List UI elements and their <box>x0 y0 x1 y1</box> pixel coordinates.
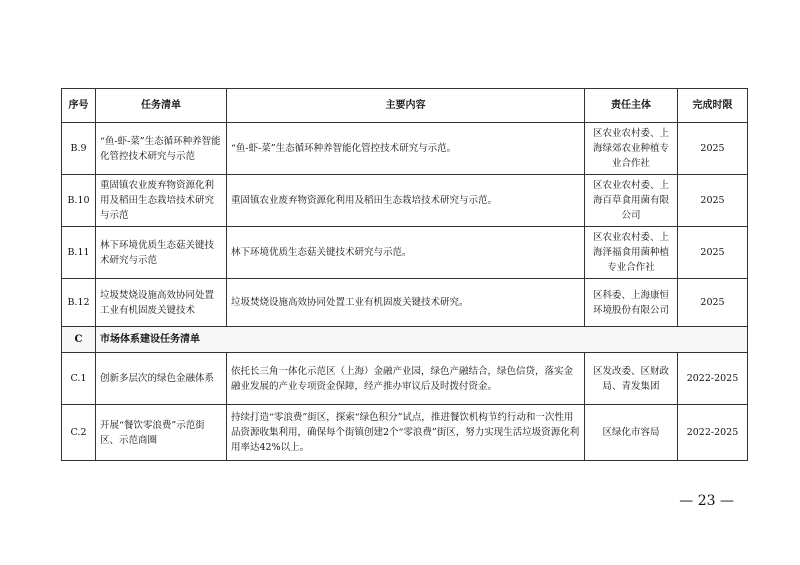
row-num: B.11 <box>62 227 96 279</box>
table-row <box>62 353 748 405</box>
row-content: 垃圾焚烧设施高效协同处置工业有机固废关键技术研究。 <box>227 279 585 327</box>
row-owner: 区科委、上海康恒环境股份有限公司 <box>585 279 678 327</box>
row-task: 林下环境优质生态菇关键技术研究与示范 <box>96 227 227 279</box>
row-owner: 区农业农村委、上海百草食用菌有限公司 <box>585 175 678 227</box>
header-owner: 责任主体 <box>585 89 678 123</box>
row-task: “鱼-虾-菜”生态循环种养智能化管控技术研究与示范 <box>96 123 227 175</box>
row-num: B.9 <box>62 123 96 175</box>
header-task: 任务清单 <box>96 89 227 123</box>
row-content: 持续打造“零浪费”街区，探索“绿色积分”试点，推进餐饮机构节约行动和一次性用品资源收集利用，确保每个街镇创建2个“零浪费”街区，努力实现生活垃圾资源化利用率达42%以上。 <box>227 405 585 461</box>
row-content: 依托长三角一体化示范区（上海）金融产业园，绿色产融结合，绿色信贷，落实金融业发展的产业专项资金保障，经产推办审议后及时拨付资金。 <box>227 353 585 405</box>
row-owner: 区农业农村委、上海泽福食用菌种植专业合作社 <box>585 227 678 279</box>
row-task: 创新多层次的绿色金融体系 <box>96 353 227 405</box>
row-task: 重固镇农业废弃物资源化利用及稻田生态栽培技术研究与示范 <box>96 175 227 227</box>
row-num: B.12 <box>62 279 96 327</box>
row-deadline: 2022-2025 <box>678 405 748 461</box>
section-title: 市场体系建设任务清单 <box>96 327 748 353</box>
section-row-c <box>62 327 748 353</box>
table-row <box>62 123 748 175</box>
row-task: 开展“餐饮零浪费”示范街区、示范商圈 <box>96 405 227 461</box>
table-row <box>62 279 748 327</box>
table-row <box>62 405 748 461</box>
row-deadline: 2022-2025 <box>678 353 748 405</box>
row-num: B.10 <box>62 175 96 227</box>
row-content: “鱼-虾-菜”生态循环种养智能化管控技术研究与示范。 <box>227 123 585 175</box>
page-number: — 23 — <box>679 493 734 509</box>
header-content: 主要内容 <box>227 89 585 123</box>
row-owner: 区农业农村委、上海绿郊农业种植专业合作社 <box>585 123 678 175</box>
table-row <box>62 227 748 279</box>
task-table <box>61 88 748 461</box>
row-owner: 区绿化市容局 <box>585 405 678 461</box>
row-deadline: 2025 <box>678 227 748 279</box>
row-deadline: 2025 <box>678 175 748 227</box>
row-content: 重固镇农业废弃物资源化利用及稻田生态栽培技术研究与示范。 <box>227 175 585 227</box>
row-deadline: 2025 <box>678 279 748 327</box>
row-task: 垃圾焚烧设施高效协同处置工业有机固废关键技术 <box>96 279 227 327</box>
row-owner: 区发改委、区财政局、青发集团 <box>585 353 678 405</box>
table-header-row <box>62 89 748 123</box>
section-num: C <box>62 327 96 353</box>
header-num: 序号 <box>62 89 96 123</box>
header-deadline: 完成时限 <box>678 89 748 123</box>
row-content: 林下环境优质生态菇关键技术研究与示范。 <box>227 227 585 279</box>
table-row <box>62 175 748 227</box>
row-deadline: 2025 <box>678 123 748 175</box>
row-num: C.1 <box>62 353 96 405</box>
row-num: C.2 <box>62 405 96 461</box>
